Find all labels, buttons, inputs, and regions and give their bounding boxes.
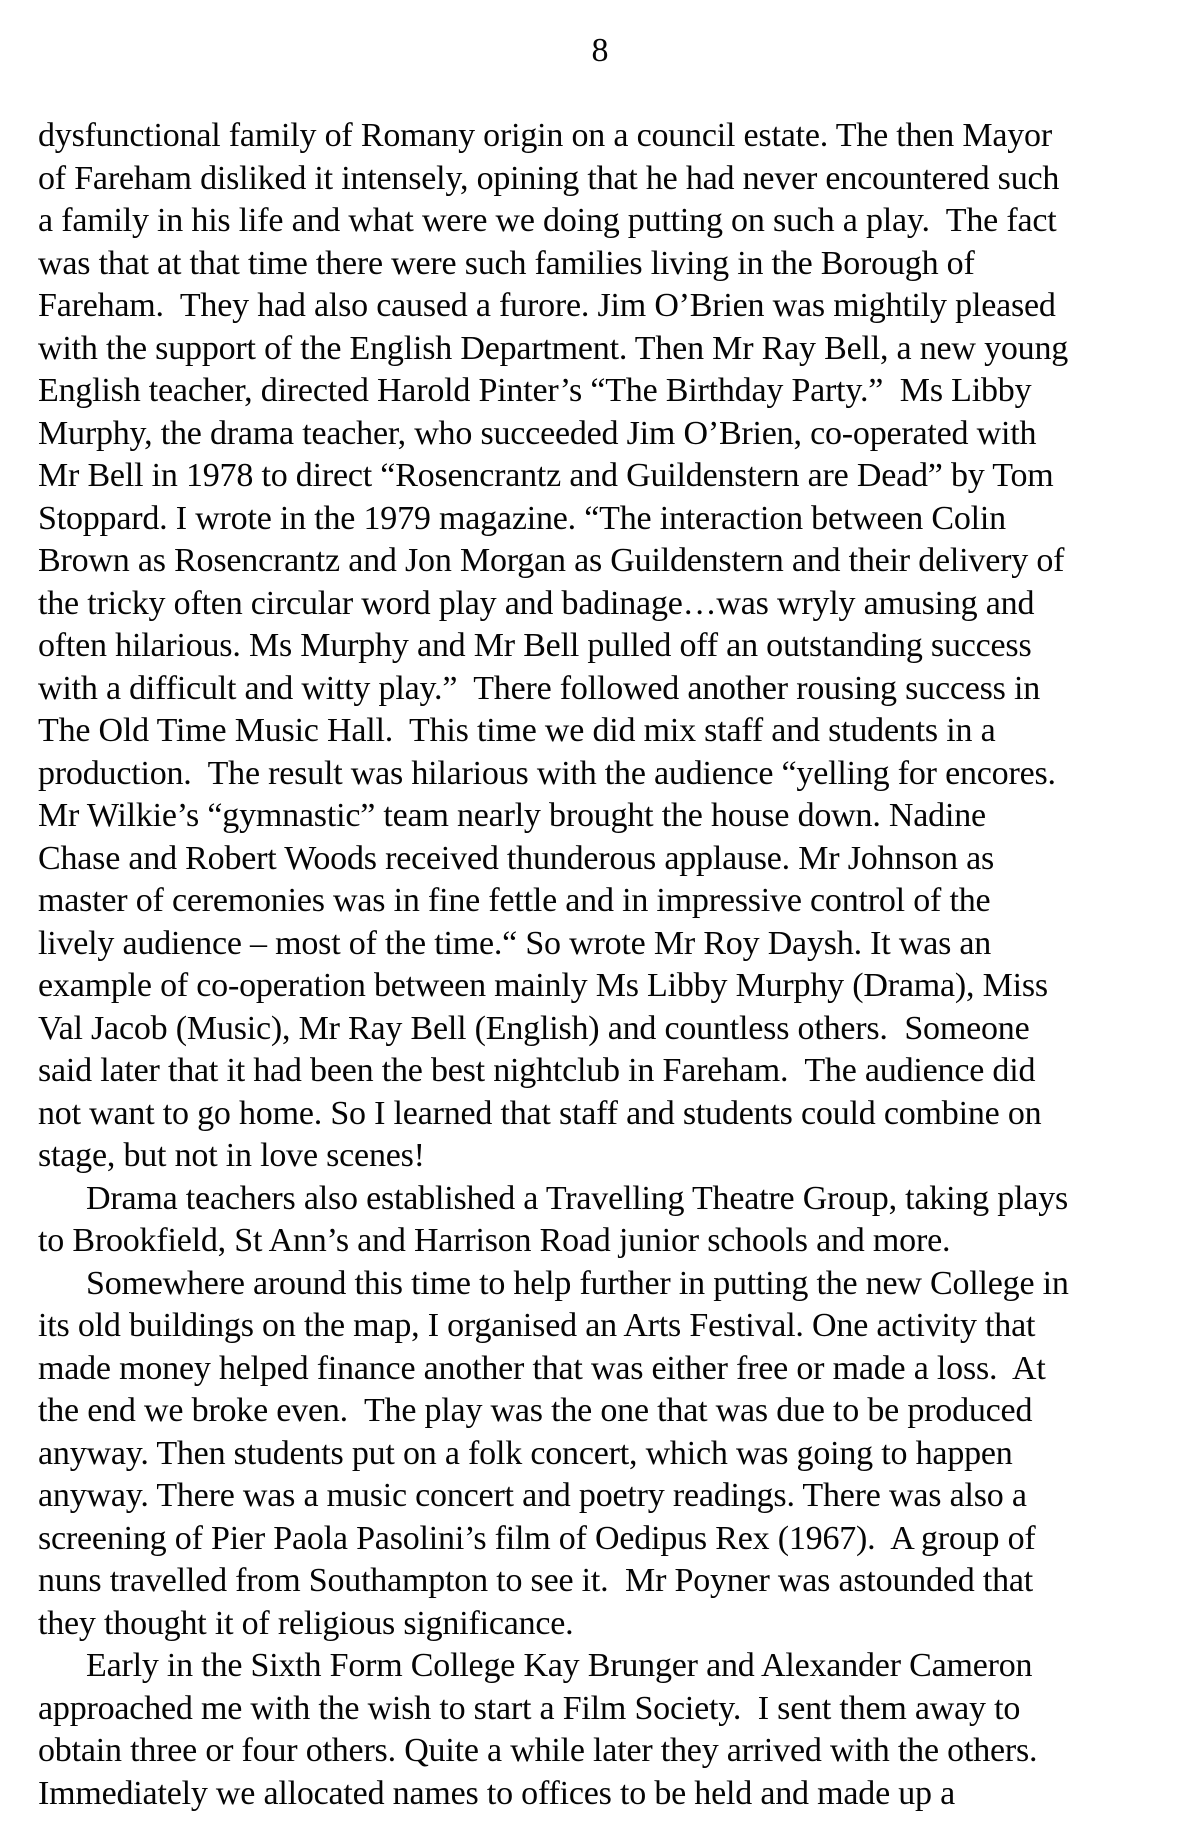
text-line: anyway. There was a music concert and poetry readings. There was also a — [38, 1477, 1027, 1514]
page-number: 8 — [591, 32, 609, 69]
text-line: not want to go home. So I learned that staff and students could combine on — [38, 1094, 1042, 1132]
text-line: often hilarious. Ms Murphy and Mr Bell pulled off an outstanding success — [38, 627, 1032, 664]
text-line: Fareham. They had also caused a furore. Jim O’Brien was mightily pleased — [38, 287, 1056, 324]
page-body-text — [38, 115, 1170, 1815]
text-line: English teacher, directed Harold Pinter’s “The Birthday Party.” Ms Libby — [38, 372, 1032, 409]
text-line: Early in the Sixth Form College Kay Brunger and Alexander Cameron — [86, 1647, 1033, 1684]
text-line: Somewhere around this time to help further in putting the new College in — [86, 1264, 1069, 1302]
text-line: Brown as Rosencrantz and Jon Morgan as Guildenstern and their delivery of — [38, 542, 1065, 579]
text-line: anyway. Then students put on a folk concert, which was going to happen — [38, 1434, 1013, 1472]
text-line: the end we broke even. The play was the one that was due to be produced — [38, 1392, 1033, 1429]
text-line: Mr Bell in 1978 to direct “Rosencrantz and Guildenstern are Dead” by Tom — [38, 457, 1054, 494]
text-line: production. The result was hilarious with the audience “yelling for encores. — [38, 754, 1056, 792]
text-line: its old buildings on the map, I organised an Arts Festival. One activity that — [38, 1307, 1036, 1344]
text-line: screening of Pier Paola Pasolini’s film of Oedipus Rex (1967). A group of — [38, 1519, 1036, 1557]
text-line: was that at that time there were such families living in the Borough of — [38, 244, 975, 282]
text-line: dysfunctional family of Romany origin on a council estate. The then Mayor — [38, 117, 1052, 154]
page-header — [38, 30, 1162, 72]
text-line: to Brookfield, St Ann’s and Harrison Road junior schools and more. — [38, 1222, 951, 1259]
paragraph — [38, 115, 1170, 1178]
text-line: lively audience – most of the time.“ So wrote Mr Roy Daysh. It was an — [38, 924, 992, 962]
text-line: example of co-operation between mainly Ms Libby Murphy (Drama), Miss — [38, 967, 1048, 1004]
text-line: Mr Wilkie’s “gymnastic” team nearly brought the house down. Nadine — [38, 797, 986, 834]
text-line: Drama teachers also established a Travelling Theatre Group, taking plays — [86, 1179, 1069, 1217]
text-line: The Old Time Music Hall. This time we did mix staff and students in a — [38, 712, 996, 749]
text-line: Chase and Robert Woods received thunderous applause. Mr Johnson as — [38, 839, 995, 877]
text-line: with the support of the English Department. Then Mr Ray Bell, a new young — [38, 329, 1069, 367]
text-line: a family in his life and what were we doing putting on such a play. The fact — [38, 202, 1057, 239]
text-line: they thought it of religious significance. — [38, 1604, 574, 1642]
text-line: Murphy, the drama teacher, who succeeded Jim O’Brien, co-operated with — [38, 414, 1037, 452]
text-line: said later that it had been the best nightclub in Fareham. The audience did — [38, 1052, 1036, 1089]
text-line: the tricky often circular word play and badinage…was wryly amusing and — [38, 584, 1035, 622]
paragraph — [38, 1263, 1170, 1646]
paragraph — [38, 1178, 1170, 1263]
text-line: master of ceremonies was in fine fettle and in impressive control of the — [38, 882, 991, 919]
text-line: made money helped finance another that was either free or made a loss. At — [38, 1349, 1046, 1387]
text-line: of Fareham disliked it intensely, opining that he had never encountered such — [38, 159, 1060, 197]
paragraph — [38, 1645, 1170, 1815]
text-line: with a difficult and witty play.” There followed another rousing success in — [38, 669, 1041, 707]
text-line: stage, but not in love scenes! — [38, 1137, 425, 1174]
text-line: approached me with the wish to start a Film Society. I sent them away to — [38, 1689, 1021, 1727]
text-line: Stoppard. I wrote in the 1979 magazine. “The interaction between Colin — [38, 499, 1006, 537]
text-line: obtain three or four others. Quite a while later they arrived with the others. — [38, 1732, 1038, 1769]
text-line: Immediately we allocated names to offices to be held and made up a — [38, 1774, 956, 1812]
text-line: Val Jacob (Music), Mr Ray Bell (English) and countless others. Someone — [38, 1009, 1030, 1047]
text-line: nuns travelled from Southampton to see it. Mr Poyner was astounded that — [38, 1562, 1034, 1599]
